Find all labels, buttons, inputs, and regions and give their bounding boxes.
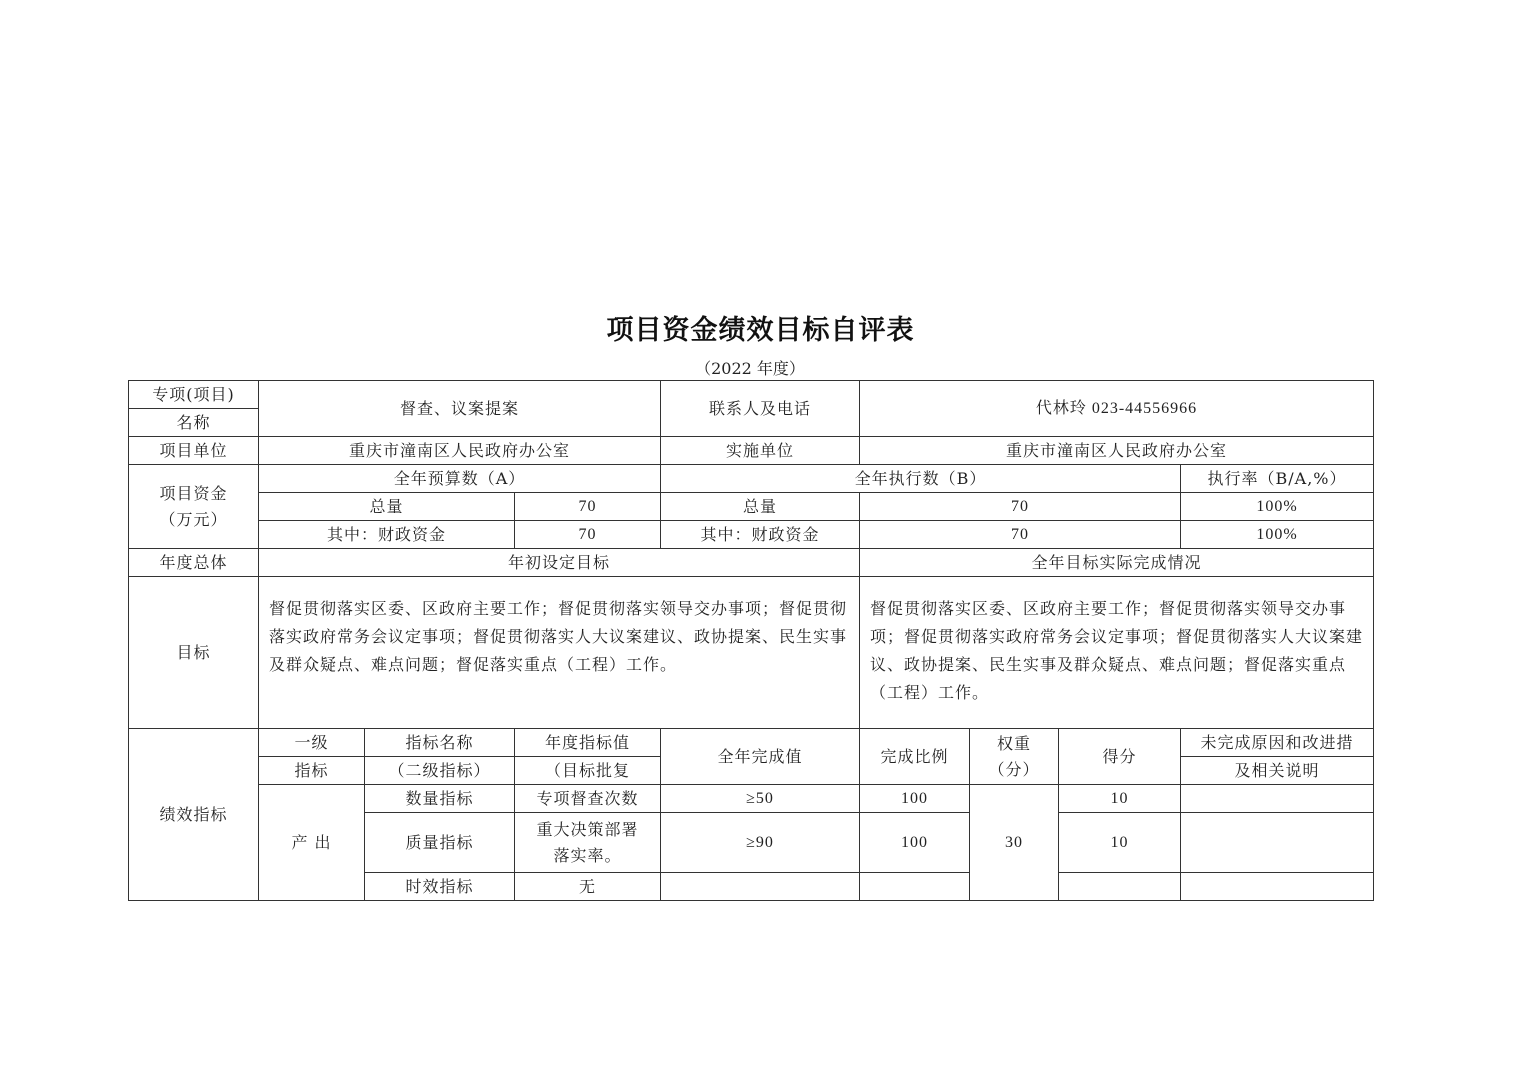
funds-header-row [129,465,1374,493]
indicator-weight: 30 [970,785,1059,901]
exec-total-label: 总量 [661,493,860,521]
indicator-ratio [860,873,970,901]
goal-label-top: 年度总体 [129,549,259,577]
indicator-name: 时效指标 [365,873,515,901]
weight-header [970,729,1059,785]
rate-total-value: 100% [1181,493,1374,521]
reason-header-bottom: 及相关说明 [1181,757,1374,785]
goal-label-bottom: 目标 [129,577,259,729]
budget-fiscal-value: 70 [515,521,661,549]
indicator-actual: ≥50 [661,785,860,813]
funds-row-fiscal [129,521,1374,549]
indicator-reason [1181,813,1374,873]
unit-value: 重庆市潼南区人民政府办公室 [259,437,661,465]
indicator-target: 专项督查次数 [515,785,661,813]
actual-header: 全年完成值 [661,729,860,785]
goal-set-header: 年初设定目标 [259,549,860,577]
unit-label: 项目单位 [129,437,259,465]
level1-header-bottom: 指标 [259,757,365,785]
project-name-value: 督查、议案提案 [259,381,661,437]
impl-unit-value: 重庆市潼南区人民政府办公室 [860,437,1374,465]
goal-actual-text: 督促贯彻落实区委、区政府主要工作；督促贯彻落实领导交办事项；督促贯彻落实政府常务会议定事项；督促贯彻落实人大议案建议、政协提案、民生实事及群众疑点、难点问题；督促落实重点（工程）工作。 [860,577,1374,729]
contact-value: 代林玲 023-44556966 [860,381,1374,437]
table-row [129,785,1374,813]
indicator-score: 10 [1059,813,1181,873]
goal-set-text: 督促贯彻落实区委、区政府主要工作；督促贯彻落实领导交办事项；督促贯彻落实政府常务会议定事项；督促贯彻落实人大议案建议、政协提案、民生实事及群众疑点、难点问题；督促落实重点（工程）工作。 [259,577,860,729]
indicator-target: 无 [515,873,661,901]
indicators-label: 绩效指标 [129,729,259,901]
indicator-reason [1181,873,1374,901]
exec-total-value: 70 [860,493,1181,521]
goal-header-row [129,549,1374,577]
indicator-score [1059,873,1181,901]
indicator-name-header-bottom: （二级指标） [365,757,515,785]
rate-fiscal-value: 100% [1181,521,1374,549]
budget-total-value: 70 [515,493,661,521]
indicator-target: 重大决策部署落实率。 [515,813,661,873]
target-header-top: 年度指标值 [515,729,661,757]
indicator-name-header-top: 指标名称 [365,729,515,757]
level1-header-top: 一级 [259,729,365,757]
project-name-label-top: 专项(项目) [129,381,259,409]
indicator-header-row-top [129,729,1374,757]
score-header: 得分 [1059,729,1181,785]
evaluation-table [128,380,1374,901]
indicator-name: 数量指标 [365,785,515,813]
indicator-reason [1181,785,1374,813]
indicator-name: 质量指标 [365,813,515,873]
funds-row-total [129,493,1374,521]
project-name-row-top [129,381,1374,409]
funds-label [129,465,259,549]
indicator-ratio: 100 [860,785,970,813]
exec-header: 全年执行数（B） [661,465,1181,493]
reason-header-top: 未完成原因和改进措 [1181,729,1374,757]
indicator-actual [661,873,860,901]
goal-actual-header: 全年目标实际完成情况 [860,549,1374,577]
output-category: 产 出 [259,785,365,901]
budget-fiscal-label: 其中：财政资金 [259,521,515,549]
ratio-header: 完成比例 [860,729,970,785]
goal-text-row [129,577,1374,729]
budget-header: 全年预算数（A） [259,465,661,493]
funds-label-line2: （万元） [159,509,228,529]
page-title: 项目资金绩效目标自评表 [606,315,915,346]
unit-row [129,437,1374,465]
weight-header-line1: 权重 [996,733,1031,753]
project-name-label-bottom: 名称 [129,409,259,437]
budget-total-label: 总量 [259,493,515,521]
target-header-bottom: （目标批复 [515,757,661,785]
contact-label: 联系人及电话 [661,381,860,437]
year-subtitle: （2022 年度） [695,359,805,378]
funds-label-line1: 项目资金 [159,483,228,503]
exec-fiscal-value: 70 [860,521,1181,549]
rate-header: 执行率（B/A,%） [1181,465,1374,493]
impl-unit-label: 实施单位 [661,437,860,465]
weight-header-line2: （分） [988,759,1040,779]
indicator-actual: ≥90 [661,813,860,873]
indicator-ratio: 100 [860,813,970,873]
exec-fiscal-label: 其中：财政资金 [661,521,860,549]
indicator-score: 10 [1059,785,1181,813]
